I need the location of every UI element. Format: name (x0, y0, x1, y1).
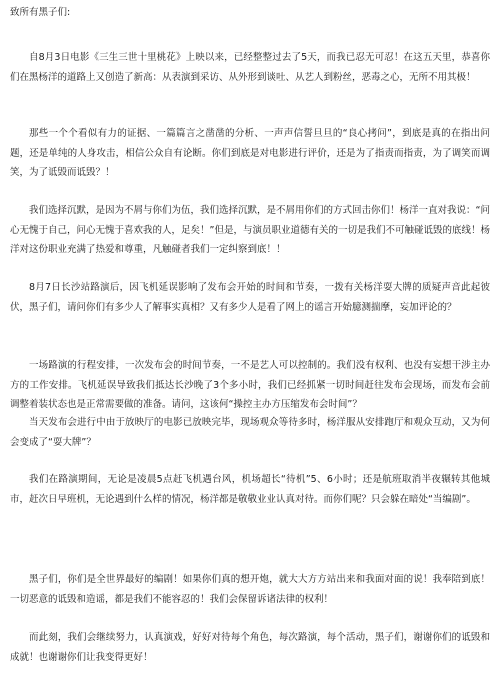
paragraph-5: 一场路演的行程安排，一次发布会的时间节奏，一不是艺人可以控制的。我们没有权利、也没有妄想干涉主办方的工作安排。飞机延误导致我们抵达长沙晚了3个多小时，我们已经抓紧一切时间赶往发布会现场，而发布会前调整着装状态也是正常需要做的准备。请问，这该何“操控主办方压缩发布会时间”？ (10, 360, 490, 410)
paragraph-8: 黑子们，你们是全世界最好的编剧！如果你们真的想开炮，就大大方方站出来和我面对面的说！我奉陪到底！一切恶意的诋毁和造谣，都是我们不能容忍的！我们会保留诉诸法律的权利！ (10, 574, 490, 605)
paragraph-2: 那些一个个看似有力的证据、一篇篇言之凿凿的分析、一声声信誓旦旦的“良心拷问”，到底是真的在指出问题，还是单纯的人身攻击，相信公众自有论断。你们到底是对电影进行评价，还是为了指责而指责，为了调笑而调笑，为了诋毁而诋毁？！ (10, 128, 490, 178)
paragraph-7: 我们在路演期间，无论是凌晨5点赶飞机遇台风，机场超长“待机”5、6小时；还是航班取消半夜辗转其他城市，赶次日早班机，无论遇到什么样的情况，杨洋都是敬敬业业认真对待。而你们呢？只会躲在暗处“当编剧”。 (10, 474, 490, 505)
paragraph-6: 当天发布会进行中由于放映厅的电影已放映完毕，现场观众等待多时，杨洋服从安排跑厅和观众互动，又为何会变成了“耍大牌”？ (10, 417, 490, 448)
paragraph-3: 我们选择沉默，是因为不屑与你们为伍，我们选择沉默，是不屑用你们的方式回击你们！杨洋一直对我说：“问心无愧于自己，问心无愧于喜欢我的人，足矣！”但是，与演员职业道德有关的一切是我们不可触碰诋毁的底线！杨洋对这份职业充满了热爱和尊重，凡触碰者我们一定纠察到底！！ (10, 205, 490, 255)
paragraph-1: 自8月3日电影《三生三世十里桃花》上映以来，已经整整过去了5天，而我已忍无可忍！在这五天里，恭喜你们在黑杨洋的道路上又创造了新高：从表演到采访、从外形到谈吐、从艺人到粉丝，恶毒之心，无所不用其极！ (10, 52, 490, 83)
paragraph-9: 而此刻，我们会继续努力，认真演戏，好好对待每个角色，每次路演，每个活动，黑子们，谢谢你们的诋毁和成就！也谢谢你们让我变得更好！ (10, 632, 490, 663)
paragraph-4: 8月7日长沙站路演后，因飞机延误影响了发布会开始的时间和节奏，一拨有关杨洋耍大牌的质疑声音此起彼伏，黑子们，请问你们有多少人了解事实真相？又有多少人是看了网上的谣言开始臆测揣摩，妄加评论的？ (10, 282, 490, 313)
letter-salutation: 致所有黑子们: (10, 7, 71, 18)
